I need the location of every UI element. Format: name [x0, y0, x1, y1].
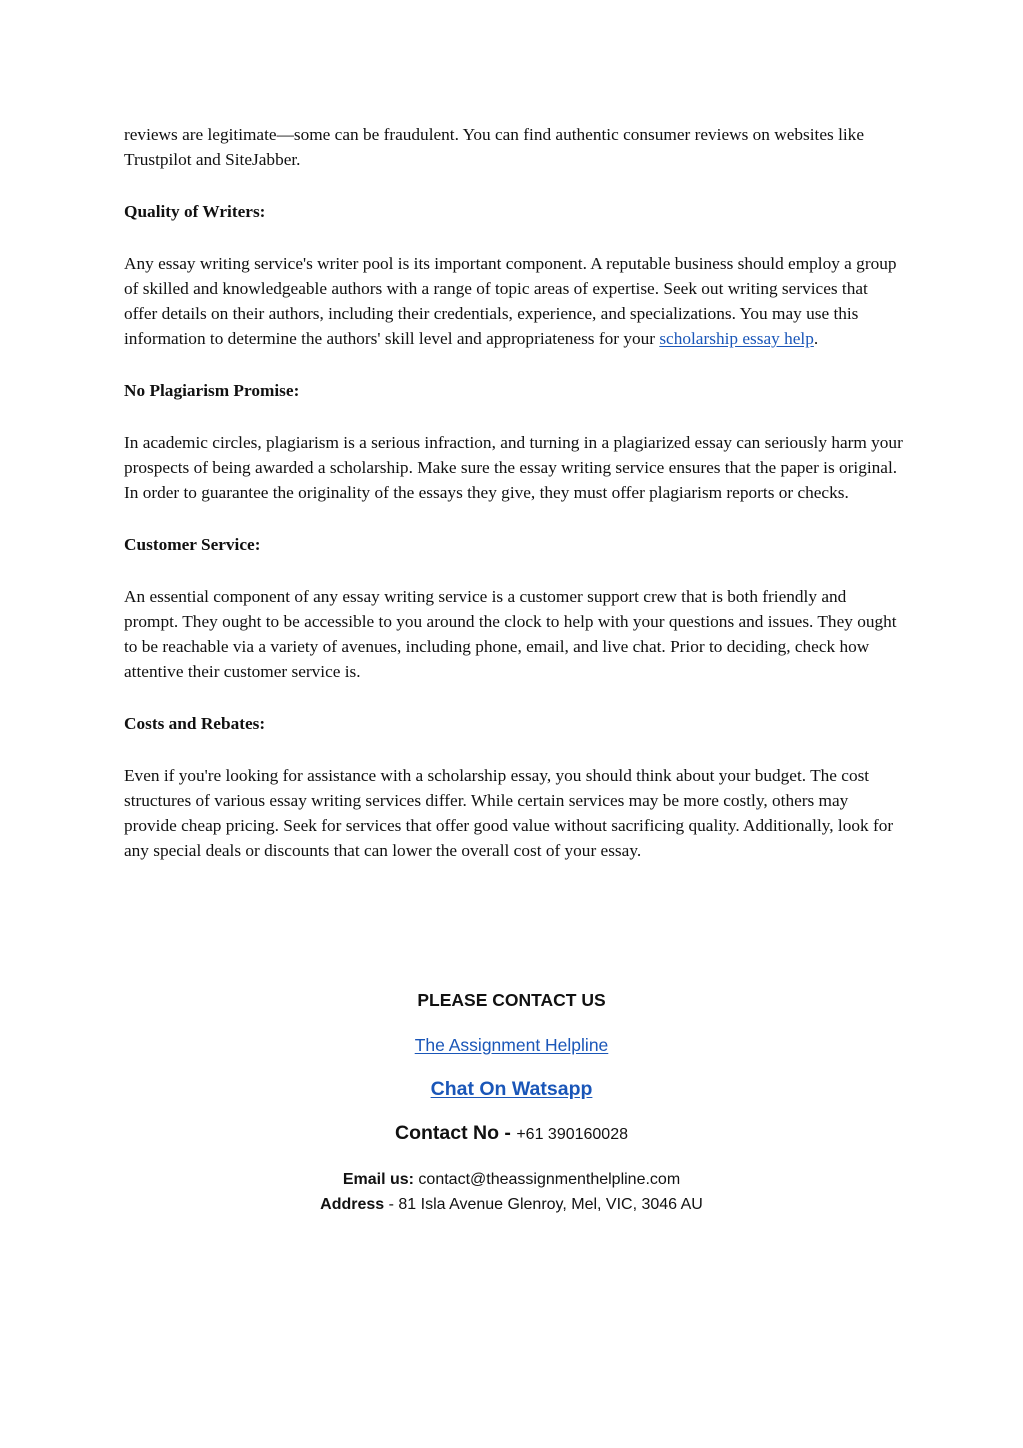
chat-on-watsapp-link[interactable]: Chat On Watsapp [430, 1078, 593, 1100]
phone-label: Contact No - [395, 1122, 517, 1144]
heading-no-plagiarism: No Plagiarism Promise: [124, 381, 300, 400]
paragraph-costs-and-rebates: Even if you're looking for assistance with a scholarship essay, you should think about your budget. The cost structures of various essay writing services differ. While certain services may be more costly, others may provide cheap pricing. Seek for services that offer good value without sacrificing quality. Additionally, look for any special deals or discounts that can lower the overall cost of your essay. [124, 766, 894, 860]
document-body [124, 122, 904, 890]
contact-block [0, 982, 1023, 1217]
paragraph-text: Any essay writing service's writer pool is its important component. A reputable business should employ a group of skilled and knowledgeable authors with a range of topic areas of expertise. Seek out writing services that offer details on their authors, including their credentials, experience, and specializations. You may use this information to determine the authors' skill level and appropriateness for your [124, 254, 897, 348]
scholarship-essay-help-link[interactable]: scholarship essay help [659, 329, 814, 348]
contact-address-row [0, 1192, 1023, 1217]
heading-customer-service: Customer Service: [124, 535, 261, 554]
contact-email-row [0, 1167, 1023, 1192]
email-value: contact@theassignmenthelpline.com [413, 1171, 681, 1188]
contact-phone-row [0, 1118, 1023, 1150]
contact-site-row [0, 1030, 1023, 1060]
phone-value: +61 390160028 [516, 1126, 628, 1143]
address-label: Address [320, 1196, 385, 1213]
assignment-helpline-link[interactable]: The Assignment Helpline [414, 1035, 609, 1055]
paragraph-quality-of-writers [124, 251, 904, 351]
paragraph-no-plagiarism: In academic circles, plagiarism is a serious infraction, and turning in a plagiarized essay can seriously harm your prospects of being awarded a scholarship. Make sure the essay writing service ensures that the paper is original. In order to guarantee the originality of the essays they give, they must offer plagiarism reports or checks. [124, 433, 903, 502]
contact-chat-row [0, 1074, 1023, 1104]
address-value: - 81 Isla Avenue Glenroy, Mel, VIC, 3046 AU [384, 1196, 703, 1213]
heading-quality-of-writers: Quality of Writers: [124, 202, 266, 221]
contact-title: PLEASE CONTACT US [417, 990, 606, 1010]
heading-costs-and-rebates: Costs and Rebates: [124, 714, 266, 733]
intro-paragraph: reviews are legitimate—some can be fraudulent. You can find authentic consumer reviews on websites like Trustpilot and SiteJabber. [124, 125, 864, 169]
email-label: Email us: [342, 1171, 414, 1188]
paragraph-customer-service: An essential component of any essay writing service is a customer support crew that is both friendly and prompt. They ought to be accessible to you around the clock to help with your questions and issues. They ought to be reachable via a variety of avenues, including phone, email, and live chat. Prior to deciding, check how attentive their customer service is. [124, 587, 897, 681]
paragraph-text-end: . [813, 329, 819, 348]
